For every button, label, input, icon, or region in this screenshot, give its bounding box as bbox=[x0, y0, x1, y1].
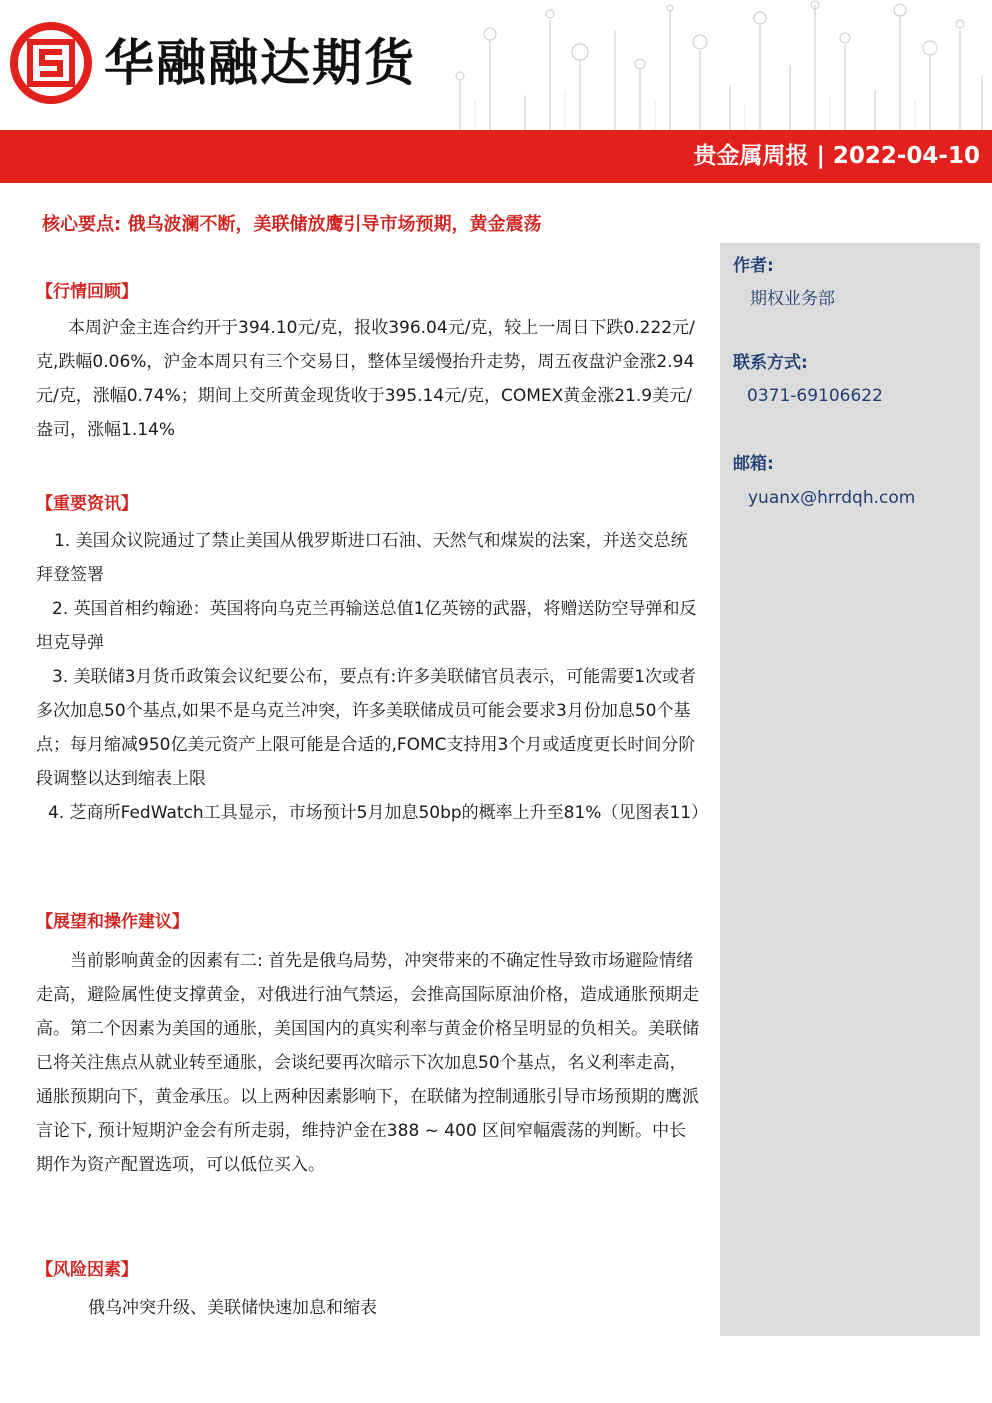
report-title: 贵金属周报 | 2022-04-10 bbox=[693, 143, 980, 169]
news-item: 4. 芝商所FedWatch工具显示，市场预计5月加息50bp的概率上升至81%（见图表11） bbox=[48, 803, 709, 823]
news-section-title: 【重要资讯】 bbox=[36, 494, 138, 514]
email-label: 邮箱: bbox=[733, 454, 774, 474]
company-logo-icon bbox=[10, 22, 92, 104]
core-points-heading: 核心要点: 俄乌波澜不断，美联储放鹰引导市场预期，黄金震荡 bbox=[42, 214, 542, 235]
news-item: 2. 英国首相约翰逊：英国将向乌克兰再输送总值1亿英镑的武器，将赠送防空导弹和反坦克导弹 bbox=[36, 599, 697, 653]
risk-section-title: 【风险因素】 bbox=[36, 1260, 138, 1280]
report-title-bar bbox=[0, 130, 992, 183]
company-name: 华融融达期货 bbox=[104, 34, 416, 92]
report-header bbox=[0, 0, 992, 130]
risk-paragraph: 俄乌冲突升级、美联储快速加息和缩表 bbox=[88, 1298, 377, 1318]
review-section-title: 【行情回顾】 bbox=[36, 282, 138, 302]
outlook-section-title: 【展望和操作建议】 bbox=[36, 912, 189, 932]
author-label: 作者: bbox=[733, 256, 774, 276]
review-paragraph: 本周沪金主连合约开于394.10元/克，报收396.04元/克，较上一周日下跌0.222元/克,跌幅0.06%，沪金本周只有三个交易日，整体呈缓慢抬升走势，周五夜盘沪金涨2.94元/克，涨幅0.74%；期间上交所黄金现货收于395.14元/克，COMEX黄金涨21.9美元/盎司，涨幅1.14% bbox=[36, 318, 695, 440]
decorative-lines-graphic bbox=[430, 0, 992, 130]
news-item: 3. 美联储3月货币政策会议纪要公布，要点有:许多美联储官员表示，可能需要1次或者多次加息50个基点,如果不是乌克兰冲突，许多美联储成员可能会要求3月份加息50个基点；每月缩减950亿美元资产上限可能是合适的,FOMC支持用3个月或适度更长时间分阶段调整以达到缩表上限 bbox=[36, 667, 696, 789]
email-value[interactable]: yuanx@hrrdqh.com bbox=[748, 488, 916, 508]
outlook-paragraph: 当前影响黄金的因素有二: 首先是俄乌局势，冲突带来的不确定性导致市场避险情绪走高，避险属性使支撑黄金，对俄进行油气禁运，会推高国际原油价格，造成通胀预期走高。第二个因素为美国的通胀，美国国内的真实利率与黄金价格呈明显的负相关。美联储已将关注焦点从就业转至通胀，会谈纪要再次暗示下次加息50个基点，名义利率走高，通胀预期向下，黄金承压。以上两种因素影响下，在联储为控制通胀引导市场预期的鹰派言论下, 预计短期沪金会有所走弱，维持沪金在388 ~ 400 区间窄幅震荡的判断。中长期作为资产配置选项，可以低位买入。 bbox=[36, 951, 699, 1175]
author-sidebar bbox=[720, 243, 980, 1336]
author-value: 期权业务部 bbox=[750, 289, 835, 309]
contact-label: 联系方式: bbox=[733, 353, 808, 373]
news-item: 1. 美国众议院通过了禁止美国从俄罗斯进口石油、天然气和煤炭的法案，并送交总统拜登签署 bbox=[36, 531, 688, 585]
contact-value: 0371-69106622 bbox=[747, 386, 883, 406]
